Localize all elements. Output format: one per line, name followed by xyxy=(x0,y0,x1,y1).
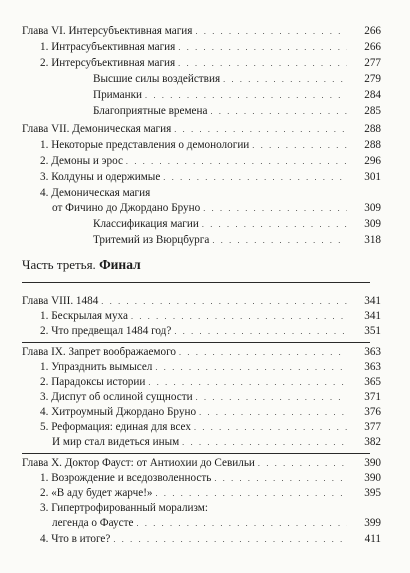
dot-leader xyxy=(155,362,347,373)
toc-entry xyxy=(0,326,410,340)
entry-page: 318 xyxy=(364,235,381,246)
toc-entry xyxy=(0,219,410,233)
toc-entry xyxy=(0,473,410,487)
entry-title: 4. Что в итоге? xyxy=(40,534,111,545)
toc-entry xyxy=(0,90,410,104)
toc-entry xyxy=(0,407,410,421)
entry-title: 1. Упразднить вымысел xyxy=(40,362,153,373)
toc-entry xyxy=(0,377,410,391)
dot-leader xyxy=(179,347,347,358)
part-label: Часть третья. xyxy=(22,257,96,272)
dot-leader xyxy=(148,377,347,388)
entry-page: 390 xyxy=(364,473,381,484)
part-heading xyxy=(22,258,141,272)
entry-title: 2. Что предвещал 1484 год? xyxy=(40,326,172,337)
entry-page: 296 xyxy=(364,156,381,167)
dot-leader xyxy=(113,534,347,545)
entry-page: 288 xyxy=(364,140,381,151)
dot-leader xyxy=(223,74,347,85)
dot-leader xyxy=(178,58,347,69)
entry-page: 377 xyxy=(364,422,381,433)
entry-page: 365 xyxy=(364,377,381,388)
toc-entry xyxy=(0,172,410,186)
entry-title: 4. Демоническая магия xyxy=(40,188,151,199)
entry-title: 3. Колдуны и одержимые xyxy=(40,172,161,183)
dot-leader xyxy=(214,473,347,484)
dot-leader xyxy=(196,392,347,403)
dot-leader xyxy=(212,235,347,246)
dot-leader xyxy=(136,518,347,529)
entry-page: 341 xyxy=(364,311,381,322)
entry-title: от Фичино до Джордано Бруно xyxy=(52,203,201,214)
toc-entry xyxy=(0,235,410,249)
toc-entry xyxy=(0,422,410,436)
entry-page: 371 xyxy=(364,392,381,403)
part-title: Финал xyxy=(99,257,141,272)
toc-entry xyxy=(0,362,410,376)
entry-title: Высшие силы воздействия xyxy=(93,74,221,85)
toc-entry xyxy=(0,534,410,548)
entry-page: 309 xyxy=(364,203,381,214)
dot-leader xyxy=(258,458,347,469)
entry-page: 351 xyxy=(364,326,381,337)
dot-leader xyxy=(195,26,347,37)
entry-page: 399 xyxy=(364,518,381,529)
entry-title: 1. Бескрылая муха xyxy=(40,311,128,322)
entry-page: 411 xyxy=(364,534,381,545)
entry-title: 2. «В аду будет жарче!» xyxy=(40,488,153,499)
entry-page: 266 xyxy=(364,42,381,53)
entry-title: 4. Хитроумный Джордано Бруно xyxy=(40,407,197,418)
entry-page: 341 xyxy=(364,296,381,307)
dot-leader xyxy=(203,203,347,214)
entry-title: Приманки xyxy=(93,90,143,101)
entry-title: 2. Демоны и эрос xyxy=(40,156,123,167)
toc-entry-chapter-8 xyxy=(0,296,410,310)
entry-title: Благоприятные времена xyxy=(93,106,208,117)
entry-title: Тритемий из Вюрцбурга xyxy=(93,235,210,246)
entry-title: Глава VI. Интерсубъективная магия xyxy=(22,26,193,37)
entry-page: 266 xyxy=(364,26,381,37)
entry-title: 3. Диспут об ослиной сущности xyxy=(40,392,193,403)
dot-leader xyxy=(210,106,347,117)
dot-leader xyxy=(174,326,347,337)
entry-page: 376 xyxy=(364,407,381,418)
toc-entry xyxy=(0,140,410,154)
entry-page: 309 xyxy=(364,219,381,230)
divider xyxy=(22,282,370,283)
toc-entry xyxy=(0,156,410,170)
dot-leader xyxy=(101,296,347,307)
toc-entry-chapter-9 xyxy=(0,347,410,361)
entry-page: 277 xyxy=(364,58,381,69)
entry-page: 285 xyxy=(364,106,381,117)
toc-entry-chapter-7 xyxy=(0,124,410,138)
toc-entry xyxy=(0,74,410,88)
toc-entry xyxy=(0,58,410,72)
divider xyxy=(22,342,370,343)
dot-leader xyxy=(194,422,347,433)
entry-page: 288 xyxy=(364,124,381,135)
dot-leader xyxy=(145,90,347,101)
dot-leader xyxy=(182,437,347,448)
entry-title: 2. Парадоксы истории xyxy=(40,377,146,388)
entry-title: 1. Возрождение и вседозволенность xyxy=(40,473,212,484)
divider xyxy=(22,453,370,454)
entry-page: 363 xyxy=(364,347,381,358)
toc-entry xyxy=(0,392,410,406)
entry-title: 2. Интерсубъективная магия xyxy=(40,58,176,69)
entry-title: 1. Интрасубъективная магия xyxy=(40,42,176,53)
dot-leader xyxy=(199,407,347,418)
dot-leader xyxy=(252,140,347,151)
toc-entry xyxy=(0,311,410,325)
dot-leader xyxy=(126,156,347,167)
dot-leader xyxy=(131,311,347,322)
entry-page: 382 xyxy=(364,437,381,448)
entry-page: 279 xyxy=(364,74,381,85)
entry-title: Глава X. Доктор Фауст: от Антиохии до Севильи xyxy=(22,458,255,469)
toc-entry xyxy=(0,106,410,120)
entry-title: 3. Гипертрофированный морализм: xyxy=(40,503,208,514)
dot-leader xyxy=(178,42,347,53)
toc-entry xyxy=(0,188,410,202)
entry-title: легенда о Фаусте xyxy=(52,518,134,529)
entry-page: 301 xyxy=(364,172,381,183)
entry-title: 1. Некоторые представления о демонологии xyxy=(40,140,250,151)
entry-page: 395 xyxy=(364,488,381,499)
toc-entry xyxy=(0,518,410,532)
dot-leader xyxy=(156,488,347,499)
toc-entry xyxy=(0,203,410,217)
toc-entry-chapter-10 xyxy=(0,458,410,472)
dot-leader xyxy=(174,124,347,135)
entry-title: Глава IX. Запрет воображаемого xyxy=(22,347,177,358)
dot-leader xyxy=(202,219,347,230)
entry-title: И мир стал видеться иным xyxy=(52,437,180,448)
dot-leader xyxy=(163,172,347,183)
entry-page: 390 xyxy=(364,458,381,469)
entry-title: Глава VIII. 1484 xyxy=(22,296,99,307)
toc-entry xyxy=(0,488,410,502)
entry-page: 284 xyxy=(364,90,381,101)
entry-title: Классификация магии xyxy=(93,219,199,230)
entry-page: 363 xyxy=(364,362,381,373)
entry-title: Глава VII. Демоническая магия xyxy=(22,124,172,135)
toc-entry xyxy=(0,503,410,517)
entry-title: 5. Реформация: единая для всех xyxy=(40,422,191,433)
toc-entry xyxy=(0,437,410,451)
toc-entry xyxy=(0,42,410,56)
toc-entry-chapter-6 xyxy=(0,26,410,40)
